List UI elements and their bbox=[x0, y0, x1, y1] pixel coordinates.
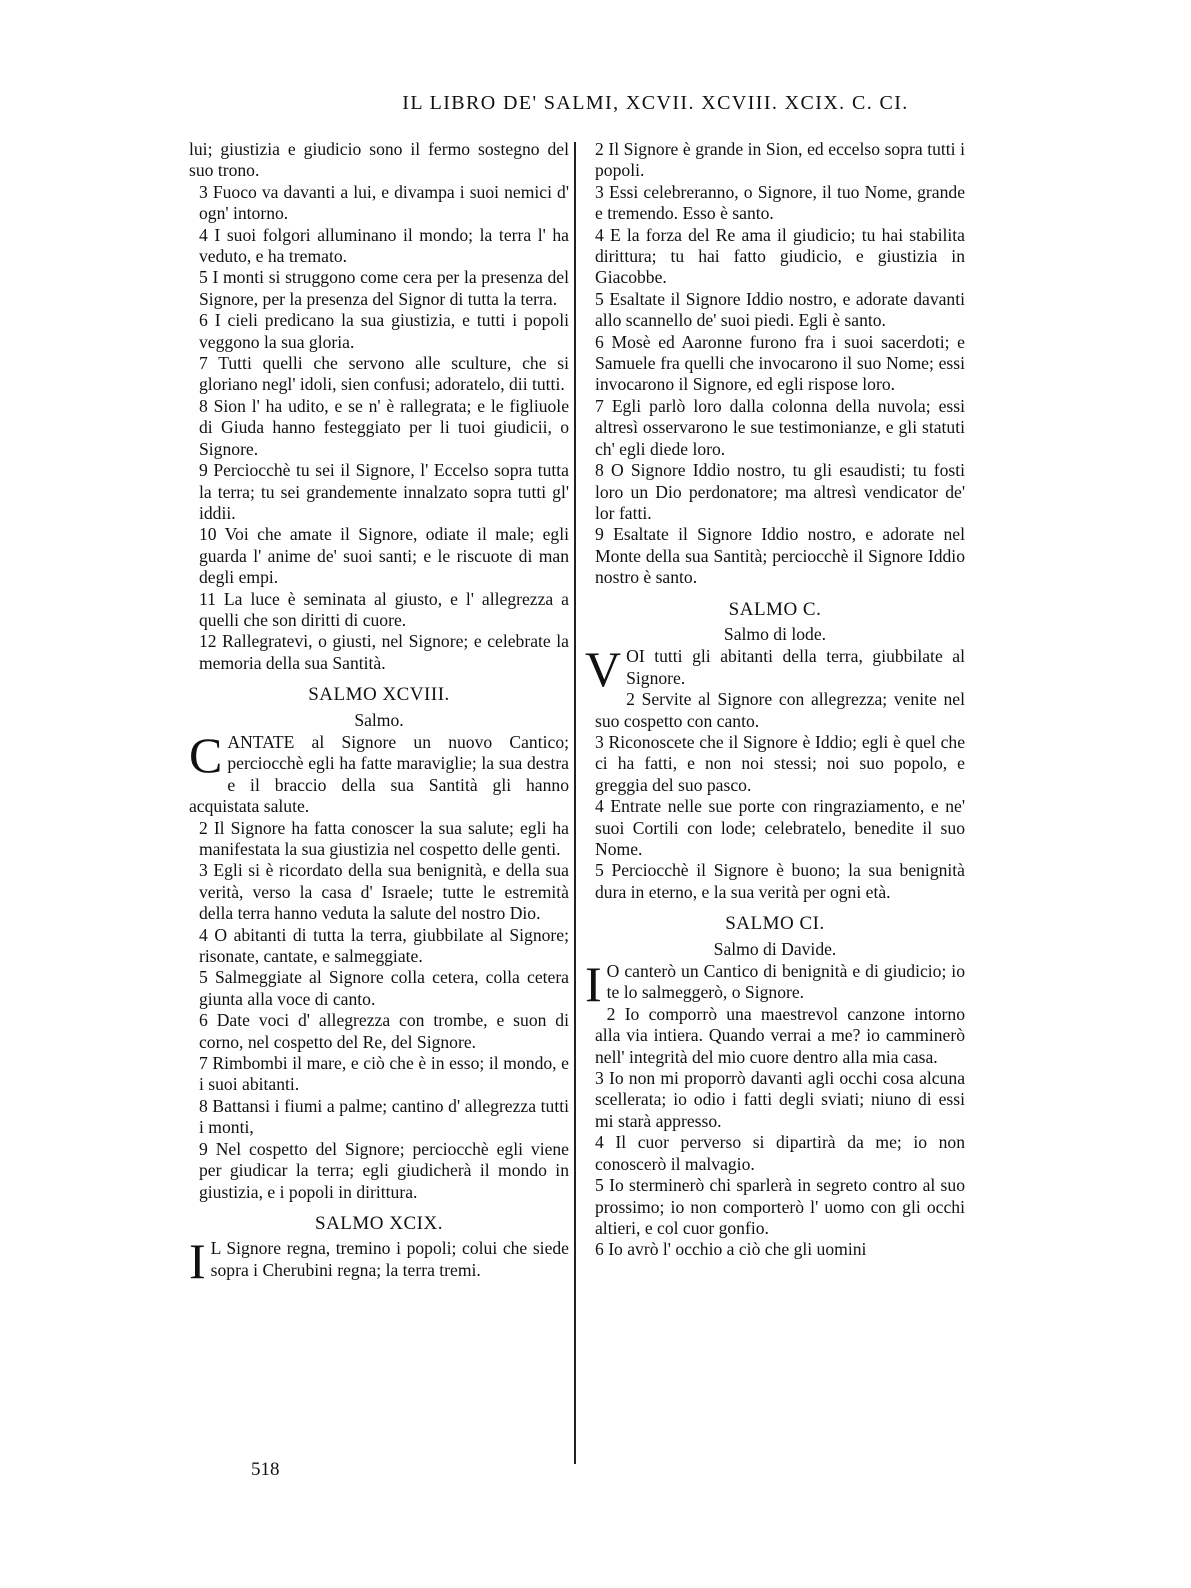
verse: 9 Perciocchè tu sei il Signore, l' Eccelso sopra tutta la terra; tu sei grandemente innalzato sopra tutti gl' iddii. bbox=[199, 460, 569, 523]
verse: 9 Nel cospetto del Signore; perciocchè egli viene per giudicar la terra; egli giudicherà il mondo in giustizia, e i popoli in dirittura. bbox=[199, 1138, 569, 1202]
verse: 10 Voi che amate il Signore, odiate il male; egli guarda l' anime de' suoi santi; e le riscuote di man degli empi. bbox=[199, 524, 569, 588]
verse: 5 Perciocchè il Signore è buono; la sua benignità dura in eterno, e la sua verità per ogni età. bbox=[595, 860, 965, 902]
verse: 4 Entrate nelle sue porte con ringraziamento, e ne' suoi Cortili con lode; celebratelo, benedite il suo Nome. bbox=[595, 796, 965, 859]
right-column bbox=[585, 139, 965, 1261]
verse: 5 I monti si struggono come cera per la presenza del Signore, per la presenza del Signor di tutta la terra. bbox=[199, 267, 569, 309]
psalm-first-verse bbox=[189, 726, 569, 818]
verse: 7 Tutti quelli che servono alle sculture, che si gloriano negl' idoli, sien confusi; adoratelo, dii tutti. bbox=[199, 353, 569, 395]
first-verse-text: ANTATE al Signore un nuovo Cantico; perciocchè egli ha fatte maraviglie; la sua destra e il braccio della sua Santità gli hanno acquistata salute. bbox=[189, 731, 569, 817]
psalm-title: SALMO XCVIII. bbox=[308, 684, 450, 706]
drop-cap: V bbox=[585, 641, 622, 698]
verse: 2 Il Signore è grande in Sion, ed eccelso sopra tutti i popoli. bbox=[595, 139, 965, 181]
verse: 5 Io sterminerò chi sparlerà in segreto contro al suo prossimo; io non comporterò l' uomo con gli occhi altieri, e col cuor gonfio. bbox=[595, 1175, 965, 1238]
verse: 4 O abitanti di tutta la terra, giubbilate al Signore; risonate, cantate, e salmeggiate. bbox=[199, 924, 569, 967]
verse: 4 I suoi folgori alluminano il mondo; la terra l' ha veduto, e ha tremato. bbox=[199, 224, 569, 267]
verse: 3 Egli si è ricordato della sua benignità, e della sua verità, verso la casa d' Israele; tutte le estremità della terra hanno veduta la salute del nostro Dio. bbox=[199, 860, 569, 924]
verse: 11 La luce è seminata al giusto, e l' allegrezza a quelli che son diritti di cuore. bbox=[199, 588, 569, 630]
verse: 6 Io avrò l' occhio a ciò che gli uomini bbox=[595, 1239, 867, 1260]
verse: 6 Date voci d' allegrezza con trombe, e suon di corno, nel cospetto del Re, del Signore. bbox=[199, 1010, 569, 1052]
psalm-title: SALMO XCIX. bbox=[315, 1212, 443, 1234]
drop-cap: I bbox=[189, 1233, 206, 1290]
verse: 7 Rimbombi il mare, e ciò che è in esso; il mondo, e i suoi abitanti. bbox=[199, 1053, 569, 1095]
verse: 8 O Signore Iddio nostro, tu gli esaudisti; tu fosti loro un Dio perdonatore; ma altresì vendicator de' lor fatti. bbox=[595, 460, 965, 523]
verse: 12 Rallegratevi, o giusti, nel Signore; e celebrate la memoria della sua Santità. bbox=[199, 631, 569, 673]
psalm-subtitle: Salmo di lode. bbox=[723, 623, 827, 644]
first-verse-text: OI tutti gli abitanti della terra, giubbilate al Signore. bbox=[626, 646, 965, 688]
verse: 7 Egli parlò loro dalla colonna della nuvola; essi altresì osservarono le sue testimonianze, e gli statuti ch' egli diede loro. bbox=[595, 395, 965, 459]
verse: 9 Esaltate il Signore Iddio nostro, e adorate nel Monte della sua Santità; perciocchè il Signore Iddio nostro è santo. bbox=[595, 524, 965, 588]
column-divider bbox=[574, 142, 576, 1464]
verse: 2 Servite al Signore con allegrezza; venite nel suo cospetto con canto. bbox=[595, 689, 965, 731]
first-verse-text: L Signore regna, tremino i popoli; colui che siede sopra i Cherubini regna; la terra tremi. bbox=[210, 1238, 569, 1280]
verse: 5 Esaltate il Signore Iddio nostro, e adorate davanti allo scannello de' suoi piedi. Egli è santo. bbox=[595, 288, 965, 331]
verse: 4 E la forza del Re ama il giudicio; tu hai stabilita dirittura; tu hai fatto giudicio, e giustizia in Giacobbe. bbox=[595, 224, 965, 288]
verse: 3 Riconoscete che il Signore è Iddio; egli è quel che ci ha fatti, e non noi stessi; noi suo popolo, e greggia del suo pasco. bbox=[595, 731, 965, 795]
verse: 8 Battansi i fiumi a palme; cantino d' allegrezza tutti i monti, bbox=[199, 1095, 569, 1138]
verse: 6 Mosè ed Aaronne furono fra i suoi sacerdoti; e Samuele fra quelli che invocarono il suo Nome; essi invocarono il Signore, ed egli rispose loro. bbox=[595, 331, 965, 395]
psalm-first-verse bbox=[585, 641, 965, 698]
verse: lui; giustizia e giudicio sono il fermo sostegno del suo trono. bbox=[189, 139, 569, 181]
verse: 2 Io comporrò una maestrevol canzone intorno alla via intiera. Quando verrai a me? io camminerò nell' integrità del mio cuore dentro alla mia casa. bbox=[595, 1003, 965, 1067]
drop-cap: I bbox=[585, 956, 602, 1013]
verse: 6 I cieli predicano la sua giustizia, e tutti i popoli veggono la sua gloria. bbox=[199, 310, 569, 352]
psalm-subtitle: Salmo di Davide. bbox=[713, 938, 837, 959]
drop-cap: C bbox=[189, 726, 223, 783]
running-header: IL LIBRO DE' SALMI, XCVII. XCVIII. XCIX. C. CI. bbox=[402, 92, 909, 114]
verse: 8 Sion l' ha udito, e se n' è rallegrata; e le figliuole di Giuda hanno festeggiato per li tuoi giudicii, o Signore. bbox=[199, 395, 569, 459]
verse: 4 Il cuor perverso si dipartirà da me; io non conoscerò il malvagio. bbox=[595, 1132, 965, 1174]
psalm-first-verse bbox=[189, 1233, 569, 1290]
psalm-title: SALMO C. bbox=[728, 598, 822, 620]
verse: 3 Io non mi proporrò davanti agli occhi cosa alcuna scellerata; io odio i fatti degli sviati; niuno di essi mi starà appresso. bbox=[595, 1068, 965, 1131]
verse: 3 Essi celebreranno, o Signore, il tuo Nome, grande e tremendo. Esso è santo. bbox=[595, 181, 965, 224]
page-number: 518 bbox=[251, 1459, 280, 1480]
psalm-first-verse bbox=[585, 956, 965, 1013]
verse: 2 Il Signore ha fatta conoscer la sua salute; egli ha manifestata la sua giustizia nel cospetto delle genti. bbox=[199, 817, 569, 859]
verse: 5 Salmeggiate al Signore colla cetera, colla cetera giunta alla voce di canto. bbox=[199, 967, 569, 1009]
first-verse-text: O canterò un Cantico di benignità e di giudicio; io te lo salmeggerò, o Signore. bbox=[606, 961, 965, 1003]
psalm-subtitle: Salmo. bbox=[354, 709, 404, 730]
left-column bbox=[189, 139, 569, 1290]
verse: 3 Fuoco va davanti a lui, e divampa i suoi nemici d' ogn' intorno. bbox=[199, 181, 569, 224]
psalm-title: SALMO CI. bbox=[725, 913, 825, 935]
